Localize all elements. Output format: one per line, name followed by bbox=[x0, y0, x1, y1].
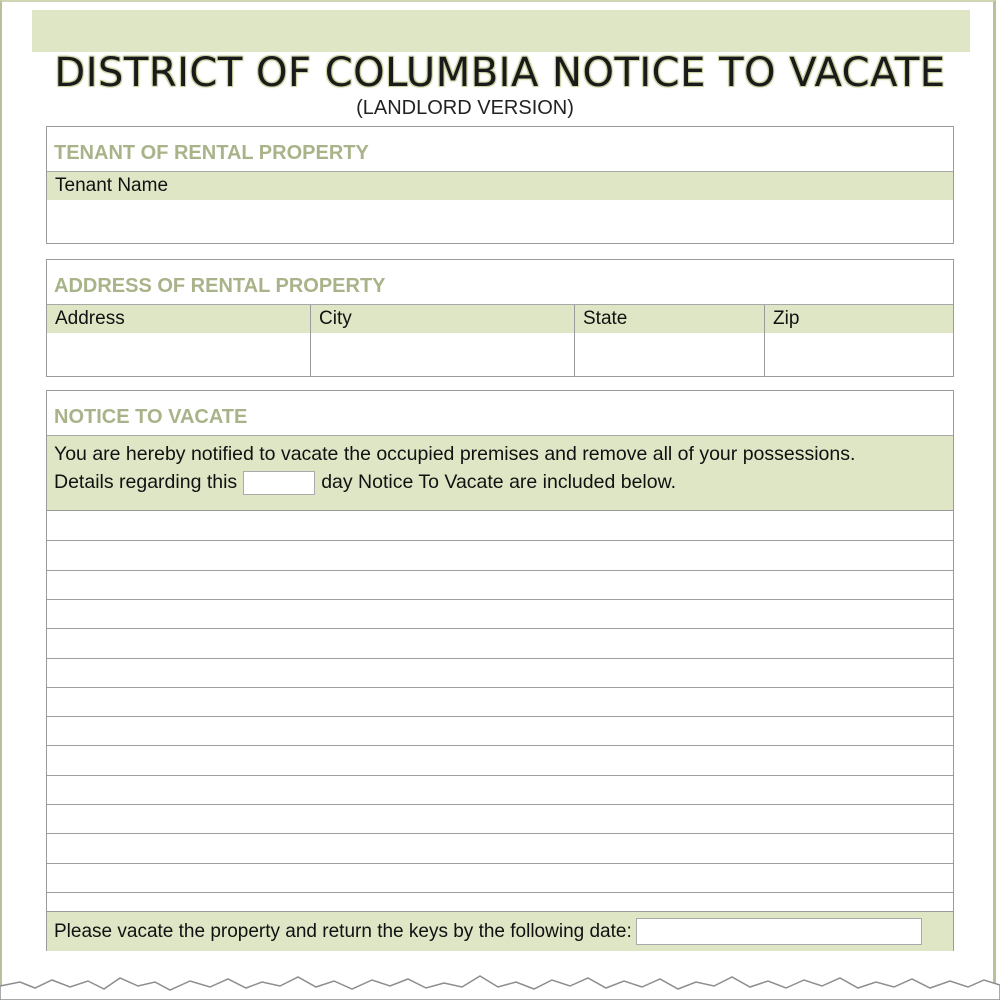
detail-rule-line bbox=[47, 745, 953, 746]
days-input[interactable] bbox=[243, 471, 315, 495]
detail-rule-line bbox=[47, 892, 953, 893]
notice-section bbox=[46, 390, 954, 951]
city-field[interactable] bbox=[311, 333, 575, 376]
state-field[interactable] bbox=[575, 333, 765, 376]
detail-rule-line bbox=[47, 570, 953, 571]
notice-line-2-start: Details regarding this bbox=[54, 471, 238, 493]
notice-section-heading: NOTICE TO VACATE bbox=[47, 391, 953, 436]
detail-rule-line bbox=[47, 775, 953, 776]
tenant-name-field[interactable] bbox=[47, 200, 953, 243]
detail-rule-line bbox=[47, 628, 953, 629]
address-field-row bbox=[47, 333, 953, 376]
zip-field[interactable] bbox=[765, 333, 952, 376]
detail-rule-line bbox=[47, 540, 953, 541]
vacate-date-row bbox=[47, 911, 953, 951]
notice-text-block bbox=[47, 436, 953, 510]
notice-line-2 bbox=[54, 468, 946, 496]
address-label-row bbox=[47, 305, 953, 333]
notice-line-1: You are hereby notified to vacate the occupied premises and remove all of your possessions. bbox=[54, 443, 856, 465]
city-label: City bbox=[311, 305, 575, 333]
detail-rule-line bbox=[47, 687, 953, 688]
address-section-heading: ADDRESS OF RENTAL PROPERTY bbox=[47, 260, 953, 305]
notice-line-2-end: day Notice To Vacate are included below. bbox=[321, 471, 677, 493]
address-section bbox=[46, 259, 954, 377]
detail-rule-line bbox=[47, 833, 953, 834]
detail-rule-line bbox=[47, 863, 953, 864]
vacate-date-label: Please vacate the property and return the keys by the following date: bbox=[54, 920, 632, 942]
tenant-section bbox=[46, 126, 954, 244]
tenant-name-label: Tenant Name bbox=[55, 175, 169, 196]
vacate-date-input[interactable] bbox=[636, 918, 922, 945]
address-label: Address bbox=[47, 305, 311, 333]
detail-rule-line bbox=[47, 716, 953, 717]
state-label: State bbox=[575, 305, 765, 333]
detail-rule-line bbox=[47, 804, 953, 805]
detail-rule-line bbox=[47, 658, 953, 659]
zip-label: Zip bbox=[773, 308, 800, 329]
document-title: DISTRICT OF COLUMBIA NOTICE TO VACATE bbox=[54, 50, 946, 96]
address-field[interactable] bbox=[47, 333, 311, 376]
tenant-section-heading: TENANT OF RENTAL PROPERTY bbox=[47, 127, 953, 172]
tenant-label-row bbox=[47, 172, 953, 200]
details-lines-area[interactable] bbox=[47, 510, 953, 911]
torn-paper-edge bbox=[0, 960, 1000, 1000]
document-subtitle: (LANDLORD VERSION) bbox=[356, 97, 574, 119]
top-color-band bbox=[32, 10, 970, 52]
detail-rule-line bbox=[47, 599, 953, 600]
tenant-name-value[interactable] bbox=[47, 200, 953, 243]
